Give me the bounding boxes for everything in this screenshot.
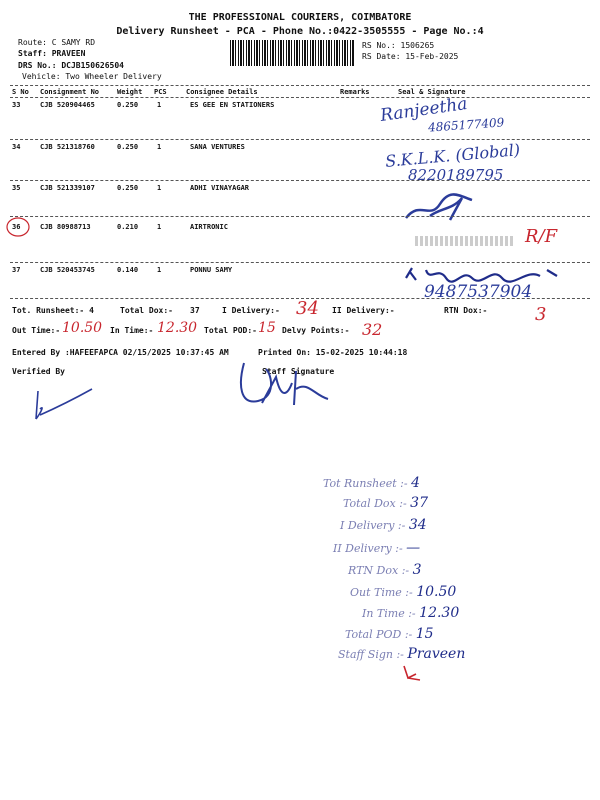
printed-on: Printed On: 15-02-2025 10:44:18: [258, 348, 408, 357]
row-handwritten-phone: 8220189795: [408, 166, 504, 184]
stamp-in-time: In Time :- 12.30: [362, 605, 460, 621]
row-sno: 36: [12, 223, 21, 231]
total-dox-label: Total Dox:-: [120, 306, 173, 315]
route: Route: C SAMY RD: [18, 38, 96, 47]
col-seal-signature: Seal & Signature: [398, 88, 466, 96]
row-sno: 33: [12, 101, 21, 109]
delvy-points-value: 32: [362, 320, 383, 339]
row-stamp-smudge: [415, 236, 515, 246]
stamp-runsheet: Tot Runsheet :- 4: [323, 475, 420, 491]
row-consignee: AIRTRONIC: [190, 223, 228, 231]
stamp-ii-delivery: II Delivery :- —: [333, 540, 421, 556]
row-handwritten-signature: Ranjeetha: [379, 94, 469, 126]
stamp-staff-sign: Staff Sign :- Praveen: [338, 646, 466, 662]
row-pcs: 1: [157, 101, 162, 109]
i-delivery-value: 34: [296, 298, 319, 319]
drs-number: DRS No.: DCJB150626504: [18, 61, 124, 70]
row-handwritten-remark: R/F: [525, 226, 558, 247]
row-sno: 35: [12, 184, 21, 192]
row-sno: 34: [12, 143, 21, 151]
vehicle: Vehicle: Two Wheeler Delivery: [22, 72, 162, 81]
col-consignment: Consignment No: [40, 88, 100, 96]
col-weight: Weight: [117, 88, 143, 96]
total-pod-label: Total POD:-: [204, 326, 257, 335]
col-pcs: PCS: [154, 88, 167, 96]
verified-signature: [28, 385, 98, 425]
row-handwritten-phone: 4865177409: [427, 115, 505, 135]
entered-by: Entered By :HAFEEFAPCA 02/15/2025 10:37:45 AM: [12, 348, 229, 357]
stamp-i-delivery: I Delivery :- 34: [340, 517, 427, 533]
staff-signature-label: Staff Signature: [262, 367, 335, 376]
row-consignment: CJB 521318760: [40, 143, 95, 151]
verified-by: Verified By: [12, 367, 65, 376]
delvy-points-label: Delvy Points:-: [282, 326, 350, 335]
in-time-label: In Time:-: [110, 326, 154, 335]
col-sno: S No: [12, 88, 29, 96]
row-consignment: CJB 521339107: [40, 184, 95, 192]
col-remarks: Remarks: [340, 88, 370, 96]
row-weight: 0.250: [117, 184, 139, 192]
stamp-total-pod: Total POD :- 15: [345, 626, 434, 642]
rtn-dox-value: 3: [535, 304, 547, 325]
barcode: [230, 40, 355, 66]
row-consignment: CJB 520453745: [40, 266, 95, 274]
i-delivery-label: I Delivery:-: [222, 306, 280, 315]
stamp-rtn-dox: RTN Dox :- 3: [348, 562, 422, 578]
row-consignee: SANA VENTURES: [190, 143, 245, 151]
row-pcs: 1: [157, 143, 162, 151]
row-handwritten-signature: S.K.L.K. (Global): [384, 140, 521, 171]
row-pcs: 1: [157, 266, 162, 274]
total-dox-value: 37: [190, 306, 200, 315]
stamp-total-dox: Total Dox :- 37: [343, 495, 428, 511]
ii-delivery-label: II Delivery:-: [332, 306, 395, 315]
row-signature-scribble: [400, 190, 480, 226]
out-time-label: Out Time:-: [12, 326, 61, 335]
rs-date: RS Date: 15-Feb-2025: [362, 52, 459, 61]
in-time-value: 12.30: [157, 320, 198, 336]
stamp-red-mark: [398, 662, 428, 682]
total-pod-value: 15: [258, 320, 276, 336]
rtn-dox-label: RTN Dox:-: [444, 306, 488, 315]
company-name: THE PROFESSIONAL COURIERS, COIMBATORE: [188, 12, 412, 23]
row-consignment: CJB 520904465: [40, 101, 95, 109]
row-weight: 0.210: [117, 223, 139, 231]
out-time-value: 10.50: [62, 320, 103, 336]
stamp-out-time: Out Time :- 10.50: [350, 584, 457, 600]
rs-number: RS No.: 1506265: [362, 41, 435, 50]
staff: Staff: PRAVEEN: [18, 49, 86, 58]
staff-signature: [232, 355, 342, 415]
row-sno: 37: [12, 266, 21, 274]
row-pcs: 1: [157, 223, 162, 231]
row-handwritten-phone: 9487537904: [424, 282, 533, 302]
row-weight: 0.250: [117, 101, 139, 109]
row-pcs: 1: [157, 184, 162, 192]
tot-runsheet: Tot. Runsheet:- 4: [12, 306, 94, 315]
row-weight: 0.250: [117, 143, 139, 151]
col-consignee: Consignee Details: [186, 88, 258, 96]
row-consignee: ES GEE EN STATIONERS: [190, 101, 275, 109]
runsheet-subtitle: Delivery Runsheet - PCA - Phone No.:0422-3505555 - Page No.:4: [116, 26, 484, 37]
row-weight: 0.140: [117, 266, 139, 274]
row-consignment: CJB 80988713: [40, 223, 91, 231]
row-consignee: PONNU SAMY: [190, 266, 233, 274]
row-consignee: ADHI VINAYAGAR: [190, 184, 250, 192]
